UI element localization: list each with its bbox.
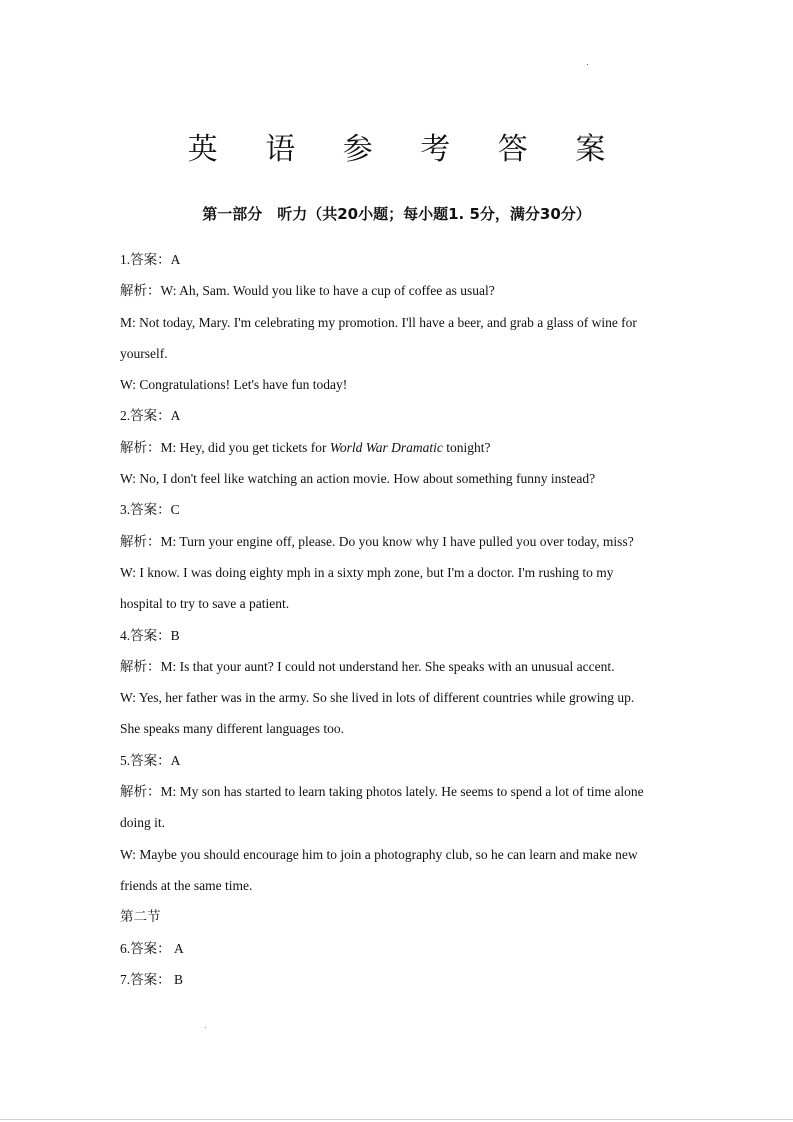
dialogue-line: M: Not today, Mary. I'm celebrating my promotion. I'll have a beer, and grab a glass of wine for — [120, 314, 637, 330]
dialogue-line: She speaks many different languages too. — [120, 721, 344, 737]
section-heading: 第一部分 听力（共20小题；每小题1. 5分，满分30分） — [202, 205, 591, 223]
dialogue-line: W: Congratulations! Let's have fun today! — [120, 377, 348, 393]
dialogue-line: friends at the same time. — [120, 877, 253, 893]
dialogue-line: W: I know. I was doing eighty mph in a sixty mph zone, but I'm a doctor. I'm rushing to my — [120, 564, 614, 580]
explanation-line — [120, 432, 680, 463]
document-title: 英 语 参 考 答 案 — [187, 132, 625, 167]
dialogue-line: hospital to try to save a patient. — [120, 596, 290, 612]
answer-line: 3.答案：C — [120, 502, 180, 518]
dialogue-line: W: No, I don't feel like watching an action movie. How about something funny instead? — [120, 471, 596, 487]
speck-mark — [205, 1027, 206, 1028]
answer-content — [120, 244, 680, 995]
subsection-heading: 第二节 — [120, 909, 161, 925]
movie-title: World War Dramatic — [329, 439, 443, 455]
explanation-text: tonight? — [442, 439, 491, 455]
dialogue-line: W: Maybe you should encourage him to join a photography club, so he can learn and make new — [120, 846, 638, 862]
explanation-text: 解析：M: Hey, did you get tickets for — [120, 439, 330, 455]
explanation-line: 解析：M: Is that your aunt? I could not understand her. She speaks with an unusual accent. — [120, 658, 615, 674]
dialogue-line: yourself. — [120, 345, 168, 361]
explanation-line: 解析：M: Turn your engine off, please. Do you know why I have pulled you over today, miss? — [120, 533, 634, 549]
answer-line: 5.答案：A — [120, 752, 181, 768]
answer-line: 4.答案：B — [120, 627, 180, 643]
speck-mark — [587, 64, 588, 65]
explanation-line: 解析：W: Ah, Sam. Would you like to have a cup of coffee as usual? — [120, 283, 495, 299]
answer-line: 2.答案：A — [120, 408, 181, 424]
dialogue-line: doing it. — [120, 815, 166, 831]
explanation-line: 解析：M: My son has started to learn taking photos lately. He seems to spend a lot of time alone — [120, 784, 644, 800]
answer-line: 7.答案： B — [120, 971, 184, 987]
answer-line: 1.答案：A — [120, 252, 181, 267]
dialogue-line: W: Yes, her father was in the army. So she lived in lots of different countries while growing up. — [120, 690, 635, 706]
answer-line: 6.答案： A — [120, 940, 184, 956]
page-bottom-edge — [0, 1119, 793, 1120]
